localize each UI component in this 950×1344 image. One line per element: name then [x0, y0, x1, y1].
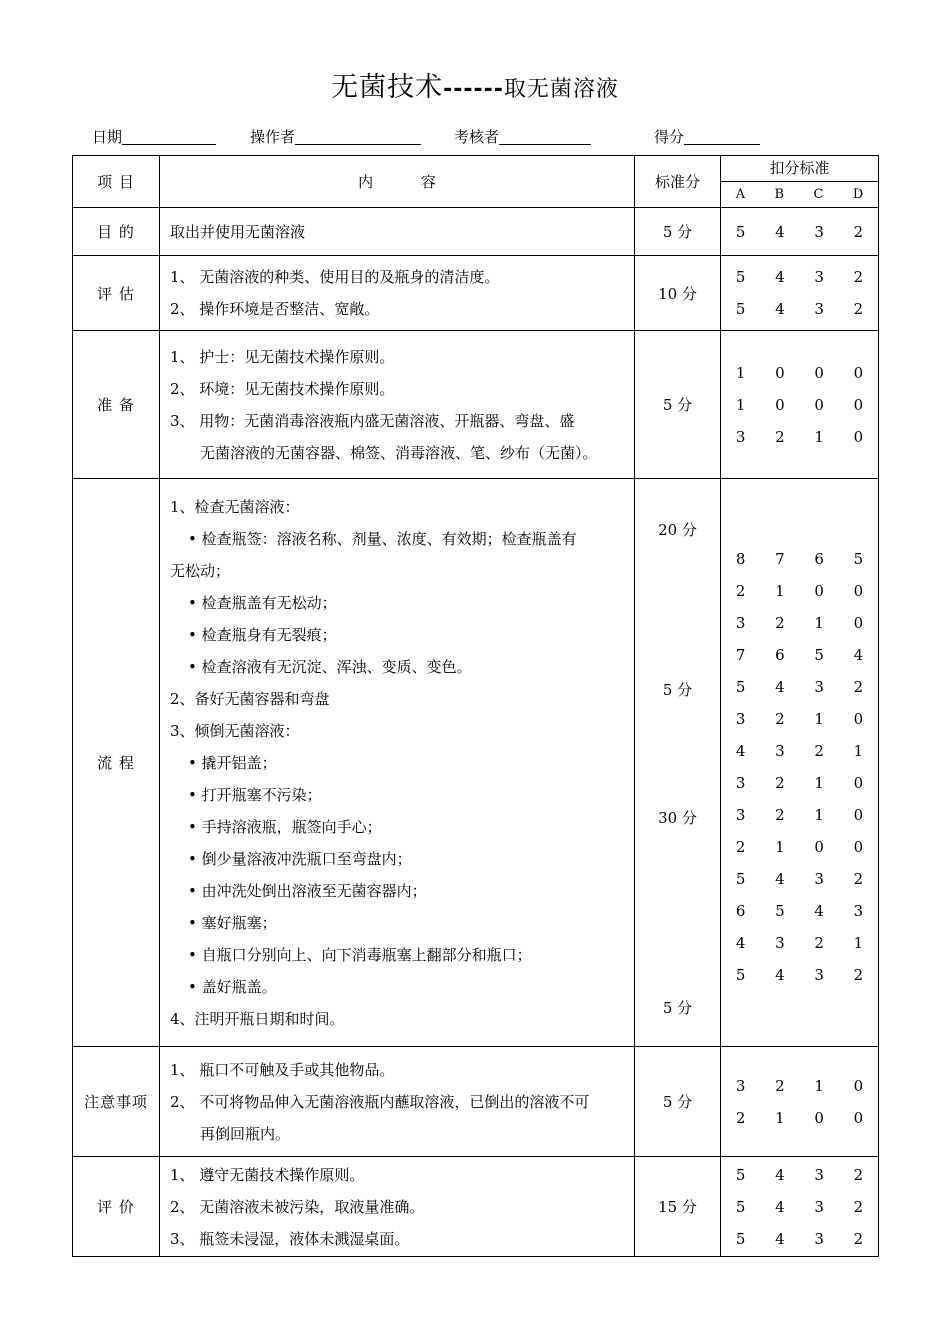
- score-field[interactable]: [654, 126, 760, 150]
- section-row: [73, 1047, 879, 1157]
- deduction-value: 0: [853, 427, 864, 446]
- deduction-value: 3: [814, 870, 824, 888]
- section-name: 评 价: [73, 1157, 160, 1257]
- deduction-row: [721, 1070, 878, 1102]
- deduction-value: 2: [814, 934, 824, 952]
- deduction-row: [721, 1102, 878, 1134]
- deduction-grid: [721, 543, 878, 991]
- deduction-value: 2: [853, 870, 864, 888]
- deduction-value: 3: [775, 742, 785, 760]
- deduction-value: 1: [814, 1076, 824, 1095]
- deduction-value: 0: [853, 582, 864, 600]
- deduction-value: 2: [853, 222, 864, 241]
- deduction-row: [721, 421, 878, 453]
- deduction-value: 2: [853, 966, 864, 984]
- deduction-value: 0: [814, 363, 824, 382]
- deduction-value: 0: [853, 1076, 864, 1095]
- deduction-cell: [721, 331, 879, 479]
- section-content: [160, 256, 635, 331]
- deduction-value: 5: [735, 966, 746, 984]
- content-line: 再倒回瓶内。: [200, 1124, 291, 1143]
- grade-b: B: [774, 187, 785, 202]
- deduction-value: 2: [735, 1108, 746, 1127]
- deduction-row: [721, 389, 878, 421]
- deduction-value: 8: [735, 550, 746, 568]
- table-header-row: [73, 156, 879, 208]
- content-line: 2、备好无菌容器和弯盘: [170, 689, 330, 708]
- section-content: [160, 479, 635, 1047]
- deduction-value: 7: [775, 550, 785, 568]
- deduction-value: 3: [735, 774, 746, 792]
- deduction-value: 4: [775, 300, 785, 318]
- section-row: [73, 208, 879, 256]
- content-line: 2、 环境：见无菌技术操作原则。: [170, 379, 395, 398]
- deduction-value: 4: [775, 1197, 785, 1216]
- standard-score-item: 30 分: [658, 809, 697, 827]
- deduction-value: 4: [775, 1229, 785, 1248]
- deduction-value: 2: [814, 742, 824, 760]
- examiner-field[interactable]: [454, 126, 591, 150]
- content-line: 3、 用物：无菌消毒溶液瓶内盛无菌溶液、开瓶器、弯盘、盛: [170, 411, 575, 430]
- deduction-value: 5: [735, 1165, 746, 1184]
- content-line: 2、 不可将物品伸入无菌溶液瓶内蘸取溶液，已倒出的溶液不可: [170, 1092, 590, 1111]
- deduction-value: 2: [853, 268, 864, 286]
- standard-score: 5 分: [635, 208, 721, 256]
- deduction-value: 1: [735, 395, 746, 414]
- deduction-grid: [721, 357, 878, 453]
- content-line: 4、注明开瓶日期和时间。: [170, 1009, 345, 1028]
- deduction-value: 5: [735, 268, 746, 286]
- deduction-value: 1: [853, 934, 864, 952]
- deduction-row: [721, 895, 878, 927]
- content-line: • 撬开铝盖；: [188, 753, 277, 772]
- deduction-value: 1: [775, 838, 785, 856]
- deduction-row: [721, 1223, 878, 1255]
- deduction-row: [721, 293, 878, 325]
- content-line: 无菌溶液的无菌容器、棉签、消毒溶液、笔、纱布（无菌）。: [200, 443, 598, 462]
- deduction-value: 3: [735, 1076, 746, 1095]
- deduction-row: [721, 543, 878, 575]
- deduction-value: 4: [775, 678, 785, 696]
- deduction-row: [721, 575, 878, 607]
- deduction-value: 3: [814, 1229, 824, 1248]
- deduction-value: 4: [814, 902, 824, 920]
- content-line: • 手持溶液瓶，瓶签向手心；: [188, 817, 382, 836]
- deduction-row: [721, 639, 878, 671]
- content-line: 取出并使用无菌溶液: [170, 222, 306, 241]
- content-line: 1、 瓶口不可触及手或其他物品。: [170, 1060, 395, 1079]
- grade-c: C: [813, 187, 824, 202]
- date-blank[interactable]: [122, 126, 216, 145]
- content-line: 3、倾倒无菌溶液：: [170, 721, 300, 740]
- deduction-value: 5: [735, 1229, 746, 1248]
- deduction-value: 1: [814, 806, 824, 824]
- section-name: 评 估: [73, 256, 160, 331]
- deduction-value: 4: [735, 934, 746, 952]
- deduction-value: 4: [775, 268, 785, 286]
- deduction-value: 2: [775, 774, 785, 792]
- deduction-value: 5: [735, 870, 746, 888]
- section-name: 目 的: [73, 208, 160, 256]
- deduction-value: 4: [775, 222, 785, 241]
- content-line: 无松动；: [170, 561, 231, 580]
- deduction-value: 5: [735, 1197, 746, 1216]
- content-line: 1、 护士：见无菌技术操作原则。: [170, 347, 395, 366]
- deduction-value: 0: [853, 838, 864, 856]
- date-field[interactable]: [92, 126, 216, 150]
- deduction-row: [721, 671, 878, 703]
- deduction-row: [721, 357, 878, 389]
- deduction-grid: [721, 1159, 878, 1255]
- section-content: [160, 1157, 635, 1257]
- deduction-value: 5: [814, 646, 824, 664]
- deduction-value: 5: [735, 222, 746, 241]
- standard-score-item: 5 分: [662, 681, 693, 699]
- title-dash: ------: [443, 77, 504, 102]
- deduction-value: 3: [775, 934, 785, 952]
- deduction-value: 2: [853, 1197, 864, 1216]
- deduction-value: 1: [735, 363, 746, 382]
- deduction-value: 4: [775, 1165, 785, 1184]
- deduction-row: [721, 799, 878, 831]
- deduction-value: 6: [775, 646, 785, 664]
- deduction-value: 0: [853, 710, 864, 728]
- section-row: [73, 479, 879, 1047]
- deduction-value: 4: [735, 742, 746, 760]
- section-row: [73, 1157, 879, 1257]
- deduction-grid: [721, 1070, 878, 1134]
- deduction-grid: [721, 216, 878, 248]
- deduction-cell: [721, 256, 879, 331]
- standard-score: 5 分: [635, 1047, 721, 1157]
- operator-blank[interactable]: [295, 126, 421, 145]
- grade-labels: [721, 182, 878, 207]
- deduction-value: 1: [853, 742, 864, 760]
- content-line: • 检查瓶签：溶液名称、剂量、浓度、有效期；检查瓶盖有: [188, 529, 577, 548]
- deduction-value: 3: [735, 427, 746, 446]
- deduction-value: 2: [735, 838, 746, 856]
- content-line: 1、 遵守无菌技术操作原则。: [170, 1165, 365, 1184]
- standard-score: 15 分: [635, 1157, 721, 1257]
- deduction-value: 2: [775, 806, 785, 824]
- deduction-value: 4: [853, 646, 864, 664]
- content-line: • 检查溶液有无沉淀、浑浊、变质、变色。: [188, 657, 472, 676]
- deduction-cell: [721, 479, 879, 1047]
- section-content: [160, 1047, 635, 1157]
- deduction-row: [721, 607, 878, 639]
- deduction-value: 3: [735, 614, 746, 632]
- deduction-value: 5: [775, 902, 785, 920]
- content-line: • 检查瓶身有无裂痕；: [188, 625, 337, 644]
- deduction-grid: [721, 261, 878, 325]
- content-line: • 倒少量溶液冲洗瓶口至弯盘内；: [188, 849, 412, 868]
- content-line: 2、 无菌溶液未被污染，取液量准确。: [170, 1197, 425, 1216]
- section-row: [73, 331, 879, 479]
- header-standard: 标准分: [635, 156, 721, 208]
- standard-score: 5 分: [635, 331, 721, 479]
- deduction-value: 4: [775, 870, 785, 888]
- deduction-value: 2: [775, 710, 785, 728]
- deduction-value: 2: [853, 1229, 864, 1248]
- deduction-value: 1: [814, 427, 824, 446]
- deduction-value: 1: [814, 774, 824, 792]
- deduction-value: 0: [853, 395, 864, 414]
- deduction-value: 3: [853, 902, 864, 920]
- deduction-value: 3: [814, 966, 824, 984]
- deduction-row: [721, 959, 878, 991]
- standard-score-item: 20 分: [658, 521, 697, 539]
- deduction-row: [721, 863, 878, 895]
- deduction-value: 3: [814, 1165, 824, 1184]
- deduction-row: [721, 261, 878, 293]
- grade-d: D: [852, 187, 864, 202]
- scoring-table: [72, 155, 879, 1257]
- deduction-row: [721, 216, 878, 248]
- deduction-value: 0: [853, 774, 864, 792]
- deduction-value: 5: [735, 678, 746, 696]
- content-line: • 检查瓶盖有无松动；: [188, 593, 337, 612]
- deduction-row: [721, 927, 878, 959]
- deduction-value: 5: [735, 300, 746, 318]
- content-line: 1、检查无菌溶液：: [170, 497, 300, 516]
- deduction-value: 2: [853, 1165, 864, 1184]
- deduction-row: [721, 735, 878, 767]
- section-name: 注意事项: [73, 1047, 160, 1157]
- deduction-value: 3: [814, 268, 824, 286]
- examiner-label: 考核者: [454, 128, 500, 146]
- header-content: 内 容: [160, 156, 635, 208]
- standard-score: 10 分: [635, 256, 721, 331]
- deduction-value: 2: [853, 678, 864, 696]
- deduction-value: 2: [775, 427, 785, 446]
- standard-score-item: 5 分: [662, 999, 693, 1017]
- date-label: 日期: [92, 128, 123, 146]
- deduction-value: 0: [814, 838, 824, 856]
- content-line: • 打开瓶塞不污染；: [188, 785, 322, 804]
- deduction-value: 3: [735, 710, 746, 728]
- examiner-blank[interactable]: [499, 126, 591, 145]
- content-line: • 自瓶口分别向上、向下消毒瓶塞上翻部分和瓶口；: [188, 945, 532, 964]
- document-title: [0, 68, 950, 110]
- deduction-cell: [721, 1157, 879, 1257]
- title-main: 无菌技术: [331, 72, 444, 103]
- score-blank[interactable]: [684, 126, 760, 145]
- deduction-value: 0: [814, 582, 824, 600]
- header-deduction: [721, 156, 879, 208]
- deduction-value: 1: [814, 614, 824, 632]
- content-line: • 由冲洗处倒出溶液至无菌容器内；: [188, 881, 427, 900]
- deduction-cell: [721, 1047, 879, 1157]
- deduction-value: 1: [775, 1108, 785, 1127]
- deduction-value: 0: [853, 363, 864, 382]
- deduction-row: [721, 1191, 878, 1223]
- deduction-value: 6: [735, 902, 746, 920]
- section-content: [160, 208, 635, 256]
- score-label: 得分: [654, 128, 685, 146]
- content-line: 3、 瓶签未浸湿，液体未溅湿桌面。: [170, 1229, 410, 1248]
- deduction-value: 2: [735, 582, 746, 600]
- deduction-row: [721, 703, 878, 735]
- content-line: • 盖好瓶盖。: [188, 977, 277, 996]
- deduction-value: 2: [775, 1076, 785, 1095]
- deduction-value: 7: [735, 646, 746, 664]
- deduction-row: [721, 831, 878, 863]
- deduction-cell: [721, 208, 879, 256]
- deduction-value: 0: [814, 395, 824, 414]
- deduction-value: 2: [853, 300, 864, 318]
- deduction-row: [721, 767, 878, 799]
- grade-a: A: [735, 187, 746, 202]
- deduction-value: 0: [775, 395, 785, 414]
- section-name: 流 程: [73, 479, 160, 1047]
- deduction-value: 0: [853, 1108, 864, 1127]
- section-row: [73, 256, 879, 331]
- header-item: 项 目: [73, 156, 160, 208]
- deduction-value: 2: [775, 614, 785, 632]
- deduction-value: 3: [814, 678, 824, 696]
- deduction-value: 5: [853, 550, 864, 568]
- deduction-value: 0: [775, 363, 785, 382]
- deduction-value: 3: [814, 222, 824, 241]
- operator-field[interactable]: [250, 126, 421, 150]
- deduction-value: 0: [853, 806, 864, 824]
- section-content: [160, 331, 635, 479]
- deduction-value: 3: [814, 300, 824, 318]
- deduction-value: 3: [814, 1197, 824, 1216]
- deduction-value: 0: [814, 1108, 824, 1127]
- standard-score: [635, 479, 721, 1047]
- operator-label: 操作者: [250, 128, 296, 146]
- content-line: 2、 操作环境是否整洁、宽敞。: [170, 300, 380, 318]
- deduction-value: 1: [814, 710, 824, 728]
- content-line: 1、 无菌溶液的种类、使用目的及瓶身的清洁度。: [170, 268, 500, 286]
- deduction-title: 扣分标准: [721, 156, 878, 182]
- title-sub: 取无菌溶液: [503, 77, 619, 102]
- deduction-value: 4: [775, 966, 785, 984]
- section-name: 准 备: [73, 331, 160, 479]
- deduction-value: 1: [775, 582, 785, 600]
- deduction-row: [721, 1159, 878, 1191]
- deduction-value: 0: [853, 614, 864, 632]
- deduction-value: 6: [814, 550, 824, 568]
- content-line: • 塞好瓶塞；: [188, 913, 277, 932]
- deduction-value: 3: [735, 806, 746, 824]
